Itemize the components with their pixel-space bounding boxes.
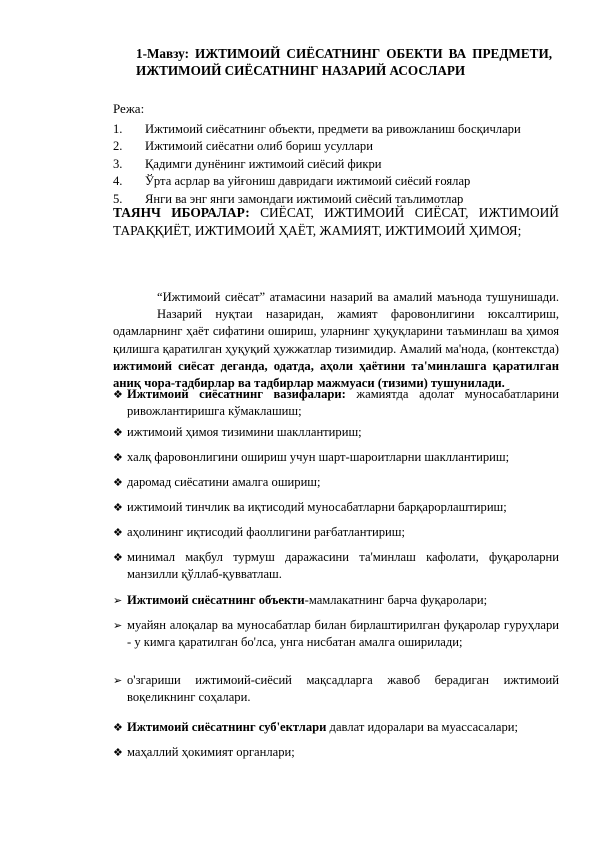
- plan-list: [113, 121, 563, 208]
- definition-paragraph: [113, 289, 559, 392]
- list-item: [113, 549, 559, 583]
- plan-text: Қадимги дунёнинг ижтимоий сиёсий фикри: [145, 156, 382, 171]
- definition-bold: ижтимоий сиёсат деганда, одатда, аҳоли ҳаётини та'минлашга қаратилган аниқ чора-тадбирлар ва тадбирлар мажмуаси (тизими) тушунилади.: [113, 358, 559, 391]
- subjects-label: Ижтимоий сиёсатнинг суб'ектлари: [127, 720, 327, 734]
- arrow-bullet-icon: ➢: [113, 594, 123, 607]
- list-item: [113, 386, 559, 420]
- plan-item: [113, 138, 563, 155]
- list-item: [113, 449, 559, 466]
- plan-text: Ўрта асрлар ва уйғониш давридаги ижтимоий сиёсий ғоялар: [145, 174, 471, 189]
- functions-item: аҳолининг иқтисодий фаоллигини рағбатлантириш;: [127, 525, 405, 539]
- functions-label: Ижтимоий сиёсатнинг вазифалари:: [127, 387, 346, 401]
- arrow-bullet-icon: ➢: [113, 674, 123, 687]
- object-item: муайян алоқалар ва муносабатлар билан бирлаштирилган фуқаролар гуруҳлари - у кимга қаратилган бо'лса, унга нисбатан амалга оширилади;: [127, 618, 559, 649]
- functions-item: жамиятда адолат муносабатларини ривожлантиришга кўмаклашиш;: [127, 387, 559, 418]
- plan-item: [113, 121, 563, 138]
- diamond-bullet-icon: ❖: [113, 388, 123, 401]
- list-item: [113, 617, 559, 651]
- plan-number: 2.: [113, 139, 123, 154]
- functions-item: халқ фаровонлигини ошириш учун шарт-шароитларни шакллантириш;: [127, 450, 510, 464]
- arrow-bullet-icon: ➢: [113, 619, 123, 632]
- plan-text: Янги ва энг янги замондаги ижтимоий сиёсий таълимотлар: [145, 191, 464, 206]
- diamond-bullet-icon: ❖: [113, 476, 123, 489]
- diamond-bullet-icon: ❖: [113, 551, 123, 564]
- keywords-text: СИЁСАТ, ИЖТИМОИЙ СИЁСАТ, ИЖТИМОИЙ ТАРАҚҚИЁТ, ИЖТИМОИЙ ҲАЁТ, ЖАМИЯТ, ИЖТИМОИЙ ҲИМОЯ;: [113, 205, 559, 238]
- list-item: [113, 744, 559, 761]
- object-text: -мамлакатнинг барча фуқаролари;: [304, 593, 488, 607]
- list-item: [113, 524, 559, 541]
- plan-item: [113, 156, 563, 173]
- definition-body: Назарий нуқтаи назаридан, жамият фаровонлигини юксалтириш, одамларнинг ҳаёт сифатини ошириш, уларнинг ҳуқуқларини таъминлаш ва ҳимоя қилишга қаратилган ҳуқуқий ҳужжатлар тизимидир. Амалий ма'нода, (контекстда): [113, 307, 559, 356]
- plan-number: 5.: [113, 191, 123, 206]
- functions-item: ижтимоий тинчлик ва иқтисодий муносабатларни барқарорлаштириш;: [127, 500, 507, 514]
- list-item: [113, 424, 559, 441]
- diamond-bullet-icon: ❖: [113, 721, 123, 734]
- definition-intro: “Ижтимоий сиёсат” атамасини назарий ва амалий маънода тушунишади.: [157, 290, 559, 304]
- diamond-bullet-icon: ❖: [113, 526, 123, 539]
- plan-text: Ижтимоий сиёсатнинг объекти, предмети ва ривожланиш босқичлари: [145, 122, 521, 136]
- keywords-label: ТАЯНЧ ИБОРАЛАР:: [113, 205, 250, 220]
- plan-number: 1.: [113, 122, 123, 136]
- page-title: 1-Мавзу: ИЖТИМОИЙ СИЁСАТНИНГ ОБЕКТИ ВА ПРЕДМЕТИ, ИЖТИМОИЙ СИЁСАТНИНГ НАЗАРИЙ АСОСЛАРИ: [136, 46, 552, 78]
- plan-number: 3.: [113, 156, 123, 171]
- functions-item: ижтимоий ҳимоя тизимини шакллантириш;: [127, 425, 362, 439]
- plan-number: 4.: [113, 174, 123, 189]
- list-item: [113, 499, 559, 516]
- diamond-bullet-icon: ❖: [113, 426, 123, 439]
- object-item: о'згариши ижтимоий-сиёсий мақсадларга жавоб берадиган ижтимоий воқеликнинг соҳалари.: [127, 673, 559, 704]
- diamond-bullet-icon: ❖: [113, 501, 123, 514]
- list-item: [113, 672, 559, 706]
- list-item: [113, 474, 559, 491]
- keywords-paragraph: [113, 204, 559, 239]
- plan-item: [113, 173, 563, 190]
- plan-text: Ижтимоий сиёсатни олиб бориш усуллари: [145, 139, 373, 154]
- list-item: [113, 592, 559, 609]
- diamond-bullet-icon: ❖: [113, 451, 123, 464]
- list-item: [113, 719, 559, 736]
- plan-label: Режа:: [113, 101, 145, 116]
- diamond-bullet-icon: ❖: [113, 746, 123, 759]
- subjects-item: маҳаллий ҳокимият органлари;: [127, 745, 295, 759]
- object-label: Ижтимоий сиёсатнинг объекти: [127, 593, 305, 607]
- subjects-text: давлат идоралари ва муассасалари;: [326, 720, 519, 734]
- functions-item: даромад сиёсатини амалга ошириш;: [127, 475, 321, 489]
- functions-item: минимал мақбул турмуш даражасини та'минлаш кафолати, фуқароларни манзилли қўллаб-қувватлаш.: [127, 550, 559, 581]
